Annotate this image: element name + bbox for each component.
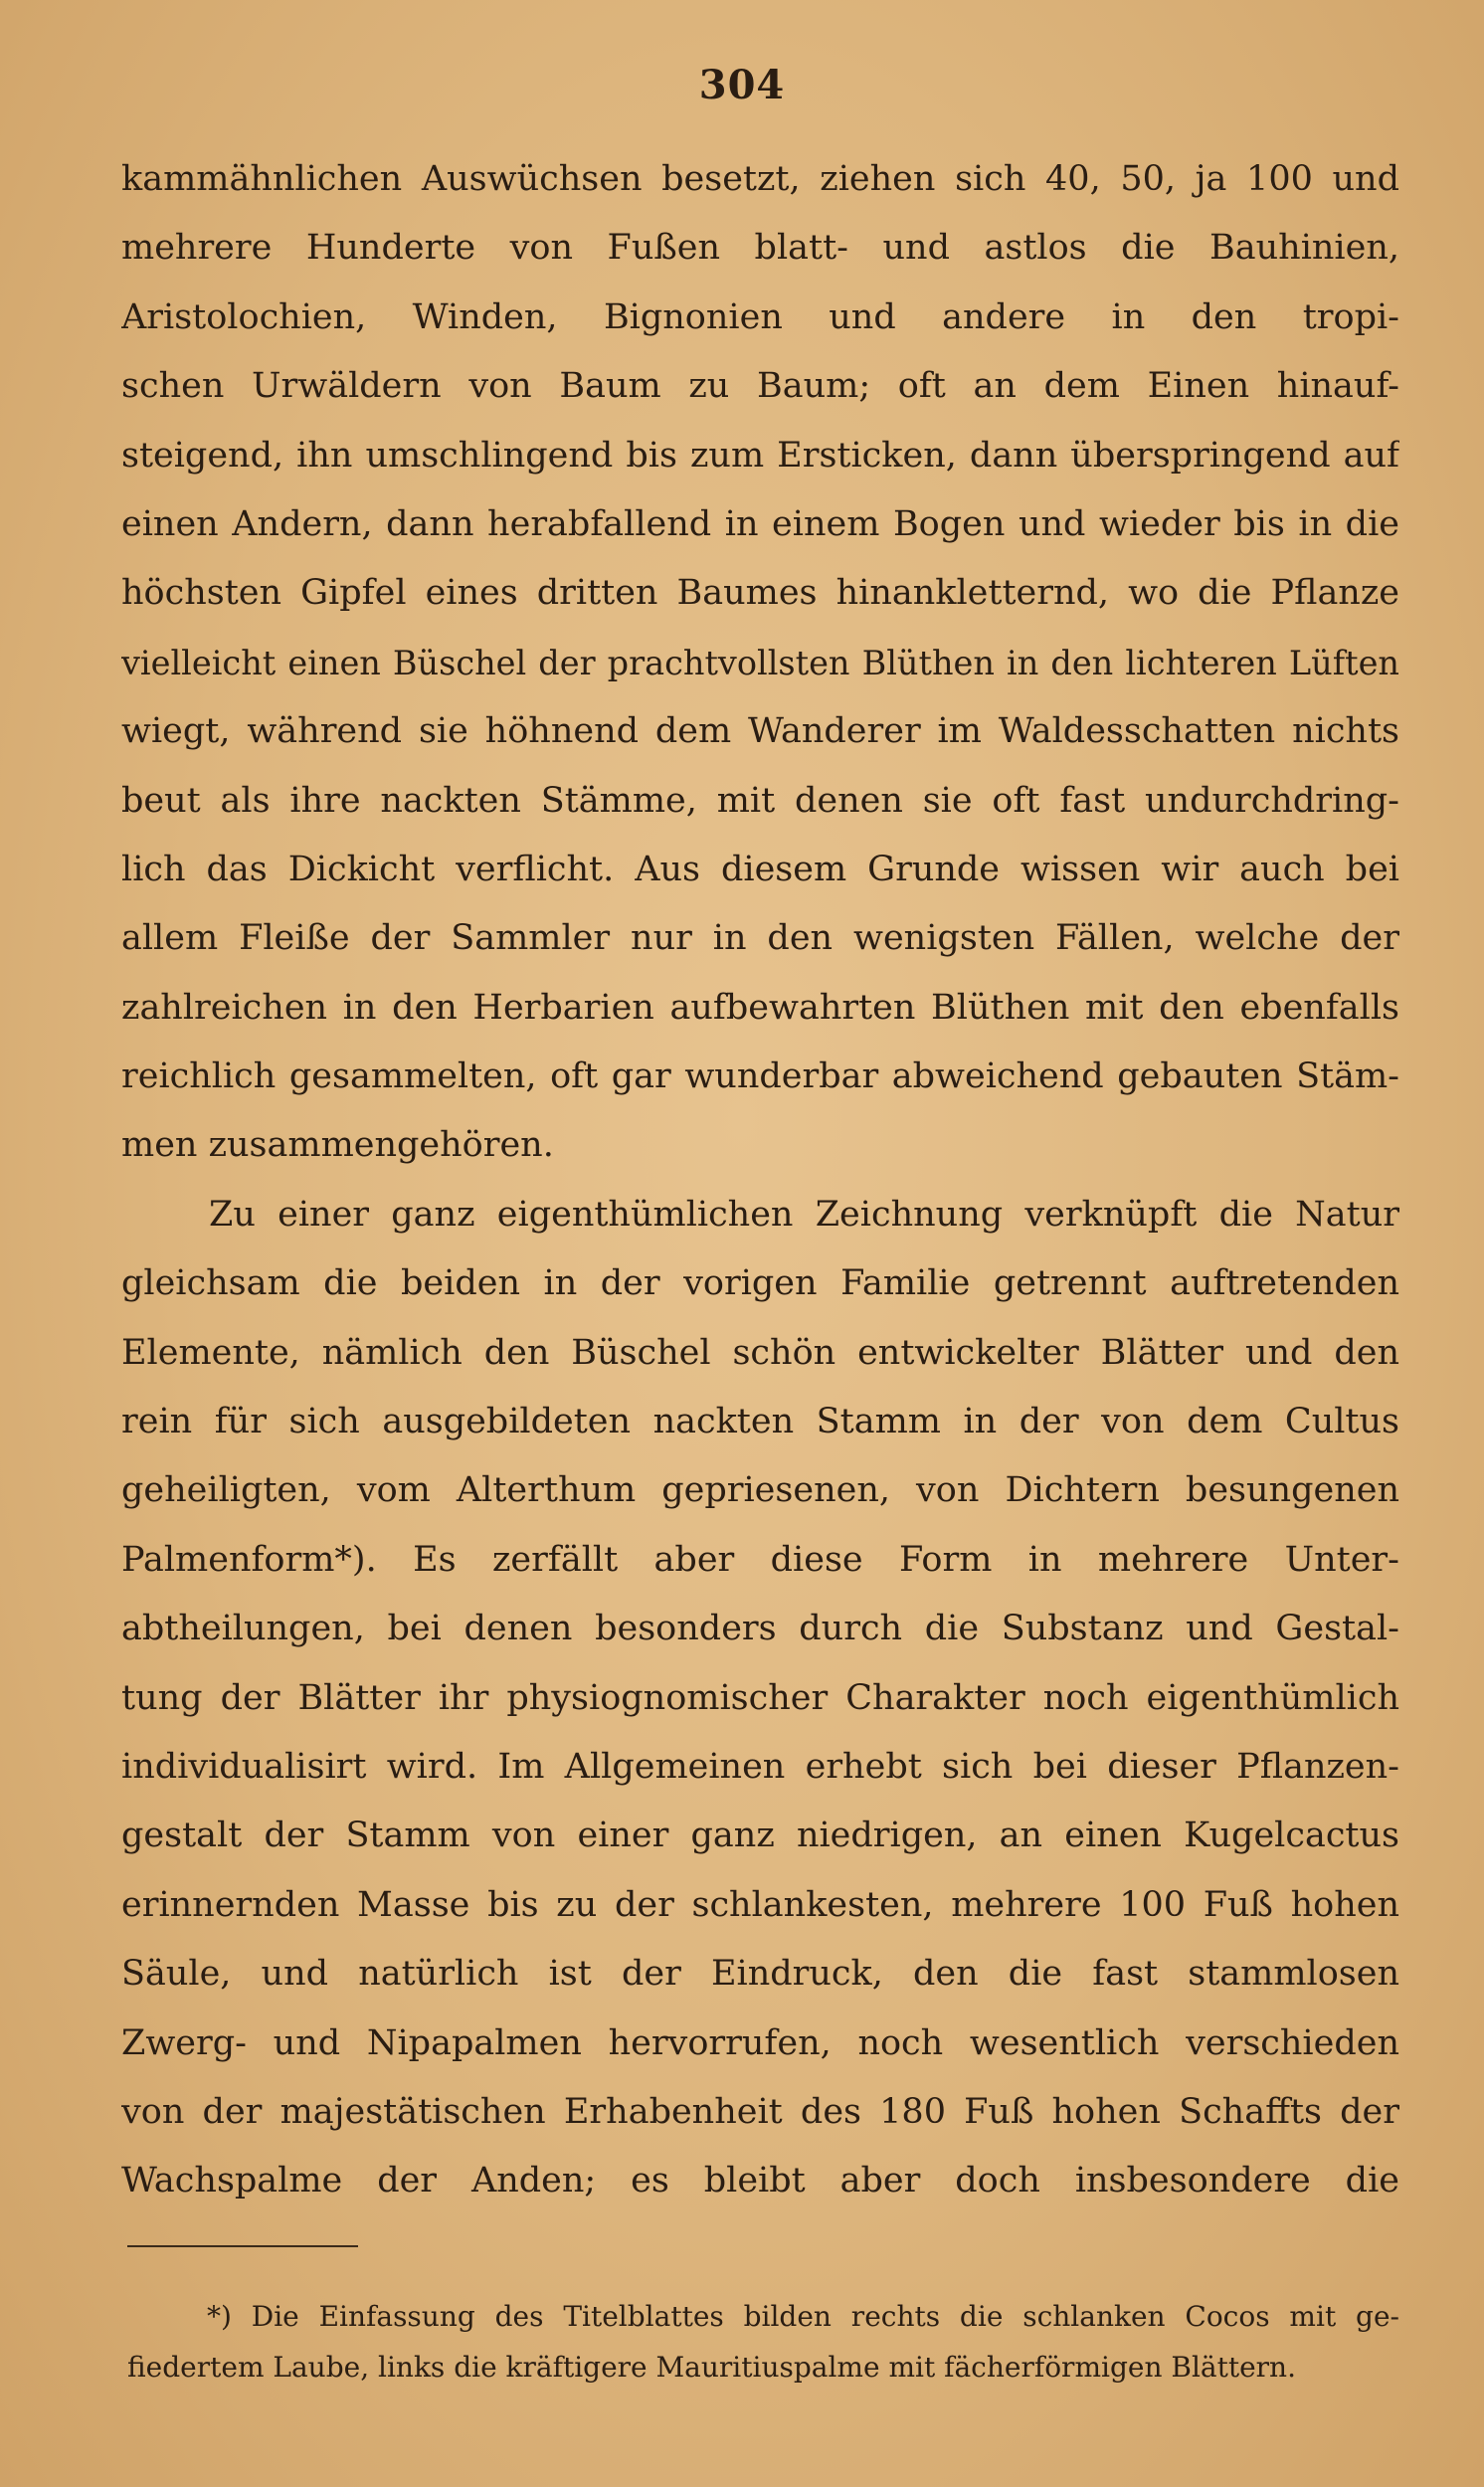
- footnote-line: *) Die Einfassung des Titelblattes bilden rechts die schlanken Cocos mit ge-: [207, 2300, 1399, 2333]
- text-line: rein für sich ausgebildeten nackten Stamm in der von dem Cultus: [121, 1402, 1399, 1442]
- text-line: höchsten Gipfel eines dritten Baumes hinankletternd, wo die Pflanze: [121, 573, 1399, 614]
- text-line: gleichsam die beiden in der vorigen Familie getrennt auftretenden: [121, 1263, 1399, 1304]
- text-line: Wachspalme der Anden; es bleibt aber doch insbesondere die: [121, 2161, 1399, 2201]
- text-line: tung der Blätter ihr physiognomischer Charakter noch eigenthümlich: [121, 1677, 1399, 1718]
- text-line: abtheilungen, bei denen besonders durch die Substanz und Gestal-: [121, 1609, 1399, 1649]
- text-line: reichlich gesammelten, oft gar wunderbar abweichend gebauten Stäm-: [121, 1056, 1399, 1097]
- text-line: zahlreichen in den Herbarien aufbewahrten Blüthen mit den ebenfalls: [121, 987, 1399, 1028]
- text-line: Elemente, nämlich den Büschel schön entwickelter Blätter und den: [121, 1332, 1399, 1373]
- footnote-line: fiedertem Laube, links die kräftigere Mauritiuspalme mit fächerförmigen Blättern.: [127, 2351, 1296, 2384]
- text-line: vielleicht einen Büschel der prachtvollsten Blüthen in den lichteren Lüften: [121, 643, 1399, 682]
- text-line: steigend, ihn umschlingend bis zum Ersticken, dann überspringend auf: [121, 435, 1399, 476]
- footnote: [127, 2291, 1399, 2392]
- text-line: gestalt der Stamm von einer ganz niedrigen, an einen Kugelcactus: [121, 1816, 1399, 1856]
- text-line: men zusammengehören.: [121, 1125, 554, 1166]
- text-line: Zwerg- und Nipapalmen hervorrufen, noch wesentlich verschieden: [121, 2022, 1399, 2063]
- text-line: beut als ihre nackten Stämme, mit denen sie oft fast undurchdring-: [121, 780, 1399, 821]
- text-line: individualisirt wird. Im Allgemeinen erhebt sich bei dieser Pflanzen-: [121, 1746, 1399, 1787]
- text-line: lich das Dickicht verflicht. Aus diesem Grunde wissen wir auch bei: [121, 849, 1399, 889]
- text-line: wiegt, während sie höhnend dem Wanderer im Waldesschatten nichts: [121, 711, 1399, 752]
- text-line: mehrere Hunderte von Fußen blatt- und astlos die Bauhinien,: [121, 228, 1399, 269]
- text-line: erinnernden Masse bis zu der schlankesten, mehrere 100 Fuß hohen: [121, 1884, 1399, 1925]
- text-line: Säule, und natürlich ist der Eindruck, den die fast stammlosen: [121, 1954, 1399, 1995]
- text-line: von der majestätischen Erhabenheit des 180 Fuß hohen Schaffts der: [121, 2091, 1399, 2132]
- text-line: allem Fleiße der Sammler nur in den wenigsten Fällen, welche der: [121, 918, 1399, 959]
- text-line: Zu einer ganz eigenthümlichen Zeichnung verknüpft die Natur: [209, 1194, 1399, 1235]
- text-line: kammähnlichen Auswüchsen besetzt, ziehen sich 40, 50, ja 100 und: [121, 159, 1399, 199]
- page-number: 304: [698, 62, 786, 108]
- text-line: einen Andern, dann herabfallend in einem Bogen und wieder bis in die: [121, 503, 1399, 544]
- text-line: geheiligten, vom Alterthum gepriesenen, von Dichtern besungenen: [121, 1470, 1399, 1511]
- footnote-divider: [127, 2245, 358, 2247]
- text-line: Palmenform*). Es zerfällt aber diese Form in mehrere Unter-: [121, 1539, 1399, 1580]
- body-text: [121, 145, 1399, 2216]
- text-line: schen Urwäldern von Baum zu Baum; oft an dem Einen hinauf-: [121, 366, 1399, 407]
- text-line: Aristolochien, Winden, Bignonien und andere in den tropi-: [121, 296, 1399, 337]
